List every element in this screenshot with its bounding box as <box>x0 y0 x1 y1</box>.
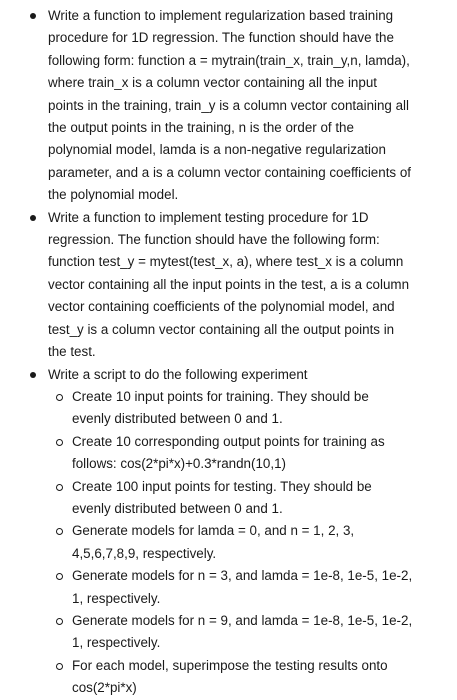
text-line: following form: function a = mytrain(train_x, train_y,n, lamda), <box>48 52 410 68</box>
sub-item-training-outputs <box>72 431 449 476</box>
text-line: 1, respectively. <box>72 635 161 651</box>
text-line: evenly distributed between 0 and 1. <box>72 500 283 516</box>
text-line: Write a function to implement regularization based training <box>48 8 394 23</box>
text-line: the polynomial model. <box>48 187 179 203</box>
bullet-dot-icon <box>30 372 36 378</box>
text-line: For each model, superimpose the testing results onto <box>72 657 388 673</box>
text-line: test_y is a column vector containing all the output points in <box>48 321 395 337</box>
text-line: evenly distributed between 0 and 1. <box>72 411 283 427</box>
text-line: vector containing all the input points in the test, a is a column <box>48 276 410 292</box>
text-line: 4,5,6,7,8,9, respectively. <box>72 545 217 561</box>
text-line: Create 10 input points for training. They should be <box>72 388 369 404</box>
sub-item-models-n9 <box>72 610 449 655</box>
sub-item-testing-inputs <box>72 476 449 521</box>
sub-bullet-list <box>48 386 449 700</box>
text-line: follows: cos(2*pi*x)+0.3*randn(10,1) <box>72 456 286 472</box>
text-line: function test_y = mytest(test_x, a), where test_x is a column <box>48 254 404 270</box>
text-line: the test. <box>48 344 96 360</box>
list-item-test-function <box>48 207 449 364</box>
list-item-experiment-script <box>48 364 449 700</box>
text-line: Create 10 corresponding output points for training as <box>72 433 385 449</box>
sub-item-models-lamda-zero <box>72 520 449 565</box>
hollow-circle-icon <box>56 439 63 446</box>
text-line: cos(2*pi*x) <box>72 680 137 696</box>
hollow-circle-icon <box>56 528 63 535</box>
text-line: procedure for 1D regression. The function should have the <box>48 30 394 46</box>
list-item-train-function <box>48 5 449 207</box>
text-line: polynomial model, lamda is a non-negative regularization <box>48 142 386 158</box>
text-line: Generate models for n = 3, and lamda = 1e-8, 1e-5, 1e-2, <box>72 568 413 584</box>
hollow-circle-icon <box>56 484 63 491</box>
text-line: Generate models for lamda = 0, and n = 1, 2, 3, <box>72 523 355 539</box>
text-line: where train_x is a column vector containing all the input <box>48 75 377 91</box>
text-line: Write a script to do the following experiment <box>48 366 308 382</box>
text-line: Write a function to implement testing procedure for 1D <box>48 209 369 225</box>
hollow-circle-icon <box>56 618 63 625</box>
hollow-circle-icon <box>56 573 63 580</box>
sub-item-models-n3 <box>72 565 449 610</box>
text-line: vector containing coefficients of the polynomial model, and <box>48 299 395 315</box>
text-line: the output points in the training, n is the order of the <box>48 120 354 136</box>
text-line: parameter, and a is a column vector containing coefficients of <box>48 164 411 180</box>
text-line: Create 100 input points for testing. They should be <box>72 478 372 494</box>
sub-item-training-inputs <box>72 386 449 431</box>
text-line: points in the training, train_y is a column vector containing all <box>48 97 409 113</box>
bullet-dot-icon <box>30 13 36 19</box>
text-line: 1, respectively. <box>72 590 161 606</box>
hollow-circle-icon <box>56 663 63 670</box>
bullet-dot-icon <box>30 215 36 221</box>
text-line: Generate models for n = 9, and lamda = 1e-8, 1e-5, 1e-2, <box>72 612 413 628</box>
sub-item-superimpose <box>72 655 449 700</box>
text-line: regression. The function should have the following form: <box>48 232 380 248</box>
hollow-circle-icon <box>56 394 63 401</box>
